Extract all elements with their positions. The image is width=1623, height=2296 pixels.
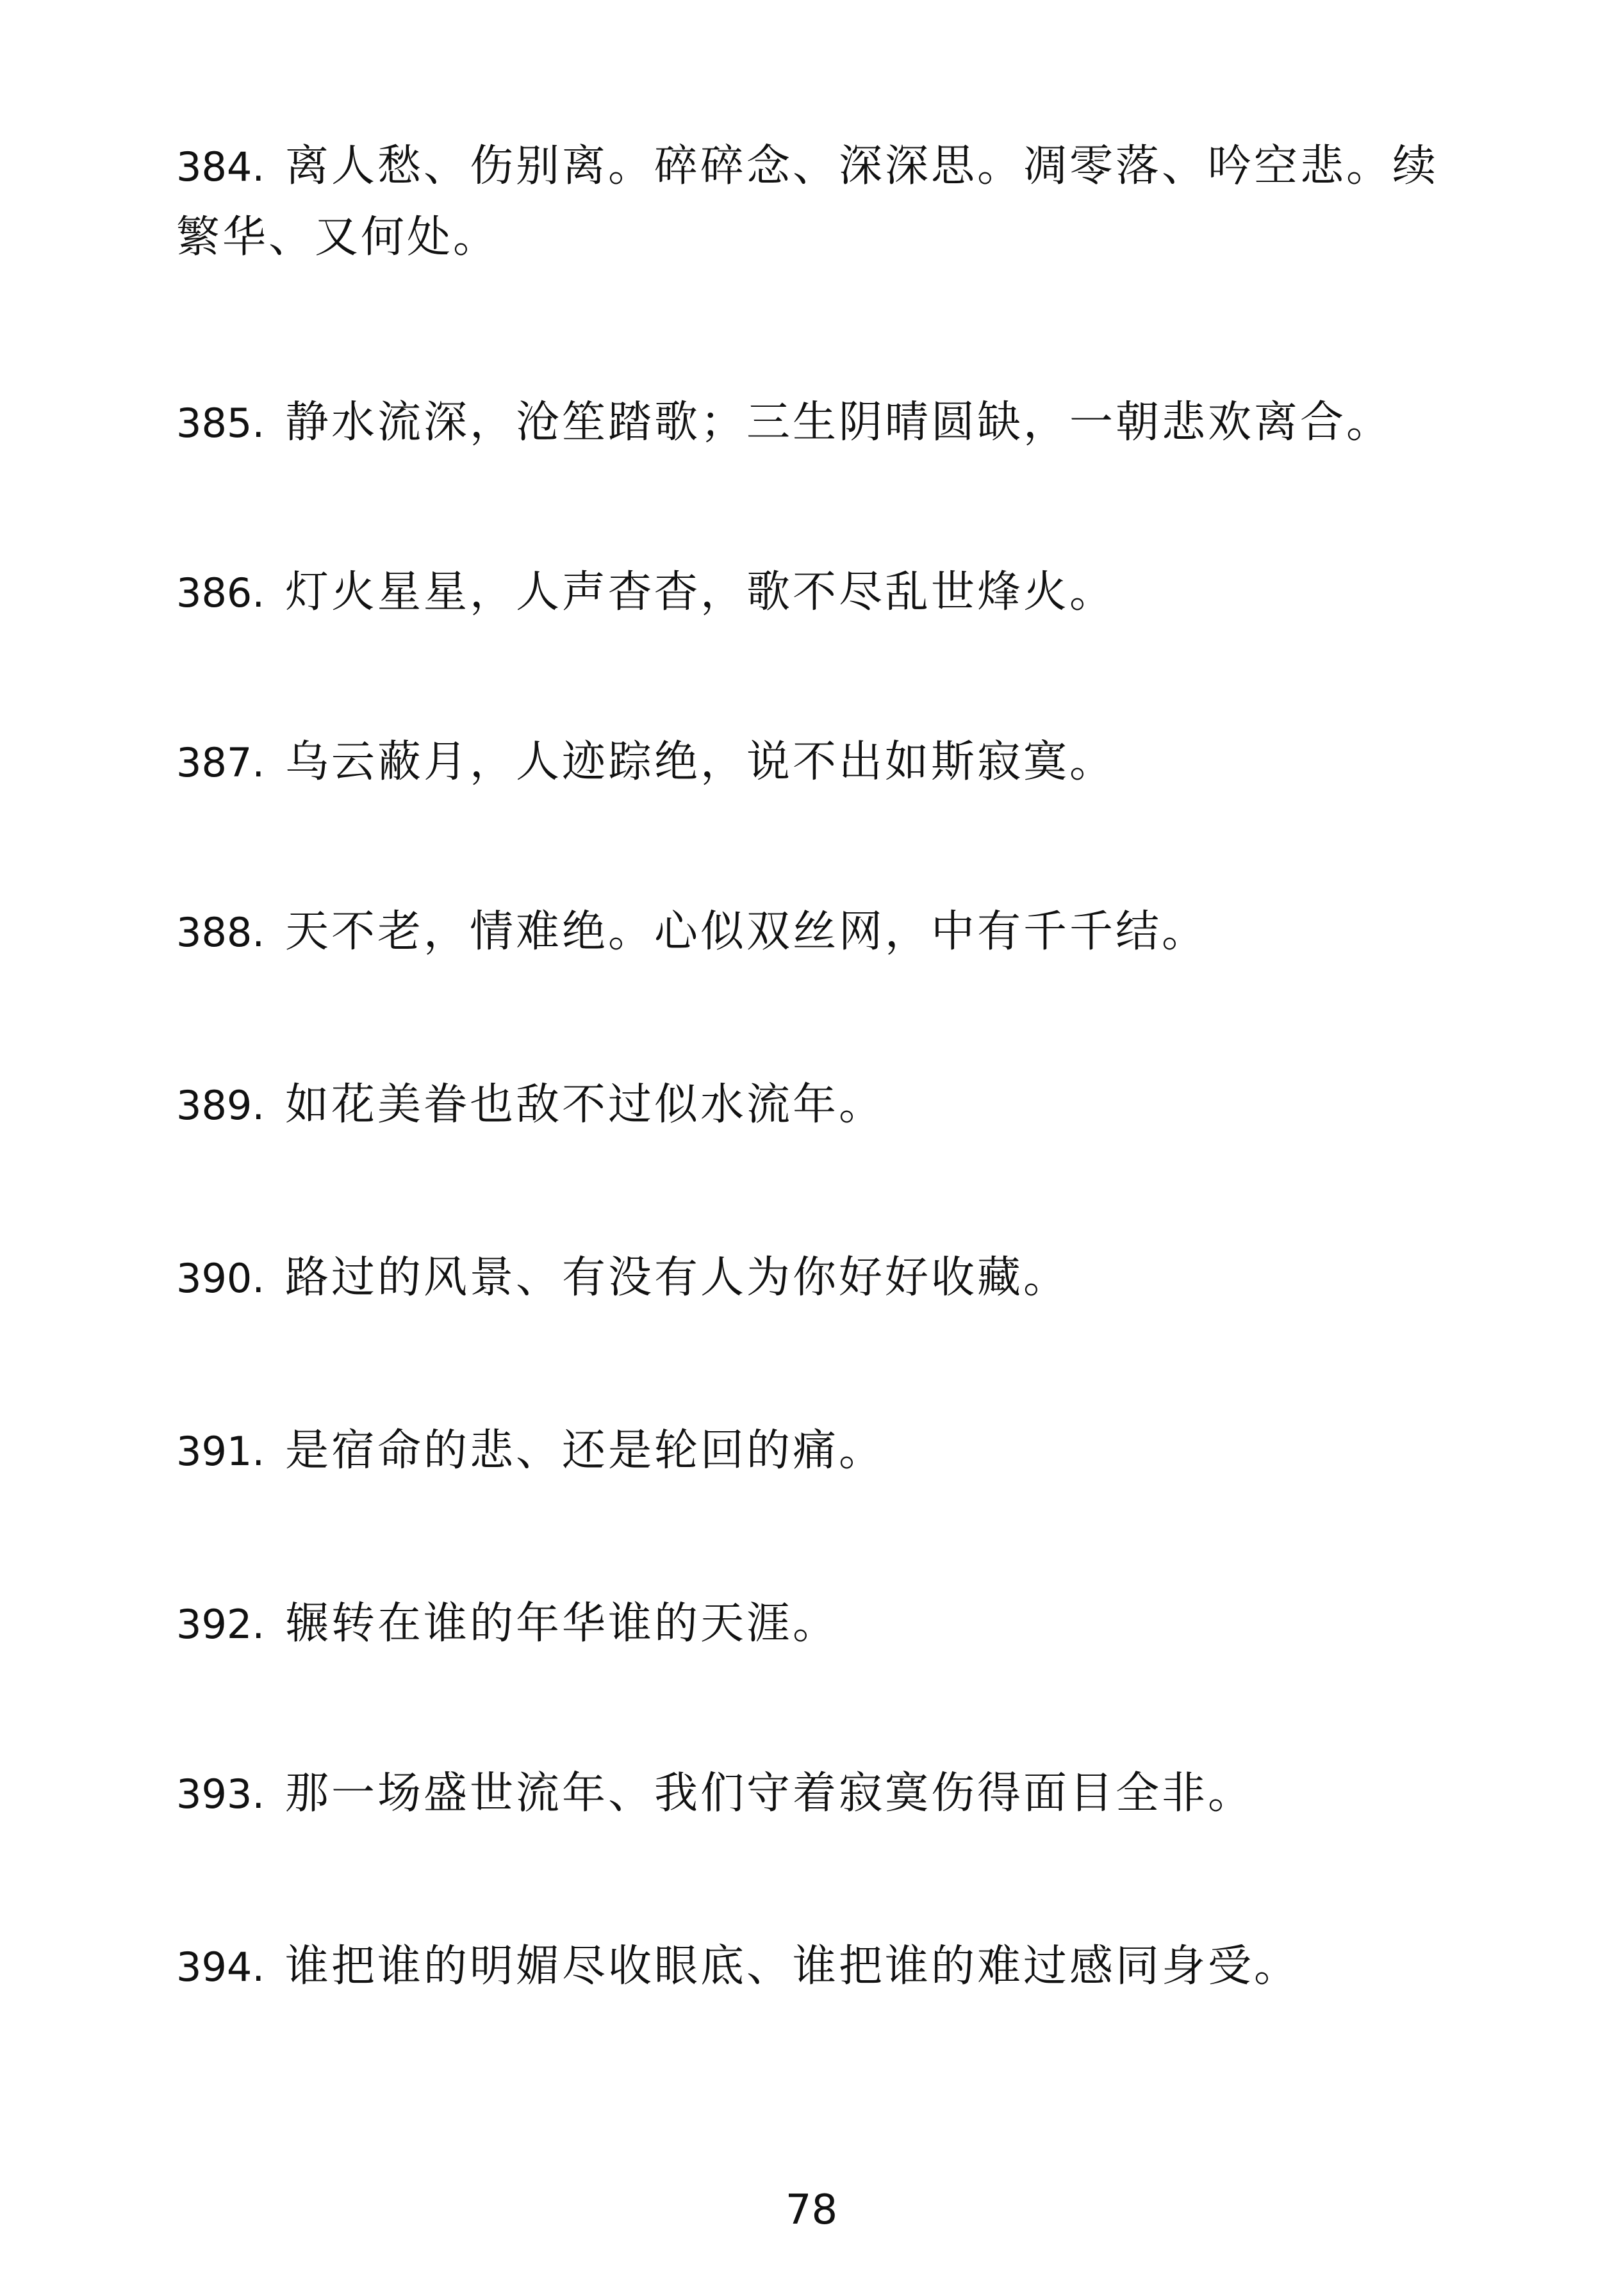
entry-number: 387. xyxy=(176,739,265,786)
entry-number: 390. xyxy=(176,1255,265,1302)
entry-text: 那一场盛世流年、我们守着寂寞伤得面目全非。 xyxy=(285,1768,1255,1819)
entry-390 xyxy=(176,1243,1483,1314)
entry-389 xyxy=(176,1070,1483,1141)
entry-392 xyxy=(176,1589,1483,1660)
entry-385 xyxy=(176,388,1483,459)
entry-388 xyxy=(176,897,1483,968)
entry-text: 如花美眷也敌不过似水流年。 xyxy=(285,1079,886,1130)
entry-text: 谁把谁的明媚尽收眼底、谁把谁的难过感同身受。 xyxy=(285,1941,1301,1992)
entry-text: 灯火星星，人声杳杳，歌不尽乱世烽火。 xyxy=(285,567,1116,618)
entry-number: 392. xyxy=(176,1601,265,1648)
entry-text: 离人愁、伤别离。碎碎念、深深思。凋零落、吟空悲。续繁华、又何处。 xyxy=(176,141,1439,263)
entry-number: 393. xyxy=(176,1771,265,1817)
entry-391 xyxy=(176,1416,1483,1487)
entry-number: 385. xyxy=(176,400,265,447)
entry-number: 388. xyxy=(176,909,265,956)
entry-text: 辗转在谁的年华谁的天涯。 xyxy=(285,1598,839,1649)
entry-text: 静水流深，沧笙踏歌；三生阴晴圆缺，一朝悲欢离合。 xyxy=(285,397,1393,448)
entry-387 xyxy=(176,727,1483,798)
entry-text: 天不老，情难绝。心似双丝网，中有千千结。 xyxy=(285,906,1208,957)
entry-386 xyxy=(176,557,1483,628)
entry-number: 384. xyxy=(176,144,265,190)
entry-text: 是宿命的悲、还是轮回的痛。 xyxy=(285,1425,886,1476)
entry-text: 乌云蔽月，人迹踪绝，说不出如斯寂寞。 xyxy=(285,737,1116,787)
page-number: 78 xyxy=(785,2186,838,2234)
entry-number: 394. xyxy=(176,1944,265,1990)
entry-number: 386. xyxy=(176,570,265,616)
entry-text: 路过的风景、有没有人为你好好收藏。 xyxy=(285,1252,1070,1303)
entry-394 xyxy=(176,1931,1483,2003)
entry-393 xyxy=(176,1759,1483,1830)
entry-384 xyxy=(176,131,1483,273)
entry-number: 389. xyxy=(176,1082,265,1129)
entry-number: 391. xyxy=(176,1428,265,1475)
